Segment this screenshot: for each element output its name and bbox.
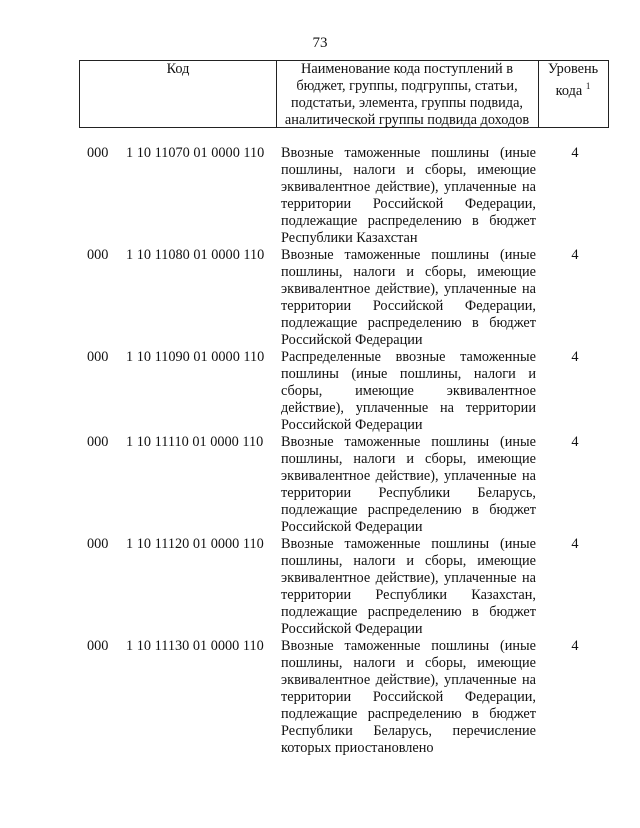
row-name: Ввозные таможенные пошлины (иные пошлины, налоги и сборы, имеющие эквивалентное действие), уплаченные на территории Российской Федерации, подлежащие распределению в бюджет Республики Казахстан (281, 145, 536, 246)
row-code: 1 10 11090 01 0000 110 (126, 349, 265, 365)
row-prefix: 000 (87, 638, 109, 654)
header-code: Код (80, 61, 277, 127)
header-level (538, 61, 608, 127)
row-name: Ввозные таможенные пошлины (иные пошлины, налоги и сборы, имеющие эквивалентное действие), уплаченные на территории Республики Казахстан, подлежащие распределению в бюджет Российской Федерации (281, 536, 536, 637)
row-prefix: 000 (87, 349, 109, 365)
row-level: 4 (571, 536, 579, 552)
row-name: Ввозные таможенные пошлины (иные пошлины, налоги и сборы, имеющие эквивалентное действие), уплаченные на территории Российской Федерации, подлежащие распределению в бюджет Российской Федерации (281, 247, 536, 348)
row-prefix: 000 (87, 536, 109, 552)
row-code: 1 10 11120 01 0000 110 (126, 536, 264, 552)
table-header (79, 60, 609, 128)
header-level-footnote: 1 (585, 81, 591, 91)
table-row (0, 349, 640, 434)
row-prefix: 000 (87, 434, 109, 450)
row-name: Распределенные ввозные таможенные пошлины (иные пошлины, налоги и сборы, имеющие эквивалентное действие), уплаченные на территории Российской Федерации (281, 349, 536, 433)
row-level: 4 (571, 349, 579, 365)
table-row (0, 434, 640, 536)
row-prefix: 000 (87, 247, 109, 263)
row-level: 4 (571, 145, 579, 161)
table-row (0, 145, 640, 247)
row-code: 1 10 11130 01 0000 110 (126, 638, 264, 654)
table-row (0, 536, 640, 638)
row-prefix: 000 (87, 145, 109, 161)
table-body (0, 145, 640, 757)
row-code: 1 10 11070 01 0000 110 (126, 145, 265, 161)
row-code: 1 10 11110 01 0000 110 (126, 434, 264, 450)
table-row (0, 247, 640, 349)
page-number: 73 (312, 35, 328, 51)
row-name: Ввозные таможенные пошлины (иные пошлины, налоги и сборы, имеющие эквивалентное действие), уплаченные на территории Российской Федерации, подлежащие распределению в бюджет Республики Беларусь, перечисление которых приостановлено (281, 638, 536, 756)
row-name: Ввозные таможенные пошлины (иные пошлины, налоги и сборы, имеющие эквивалентное действие), уплаченные на территории Республики Беларусь, подлежащие распределению в бюджет Российской Федерации (281, 434, 536, 535)
row-level: 4 (571, 247, 579, 263)
row-level: 4 (571, 434, 579, 450)
row-level: 4 (571, 638, 579, 654)
row-code: 1 10 11080 01 0000 110 (126, 247, 265, 263)
table-row (0, 638, 640, 757)
header-level-label: Уровень кода (547, 61, 599, 99)
header-name: Наименование кода поступлений в бюджет, группы, подгруппы, статьи, подстатьи, элемента, группы подвида, аналитической группы подвида доходов (276, 61, 539, 127)
